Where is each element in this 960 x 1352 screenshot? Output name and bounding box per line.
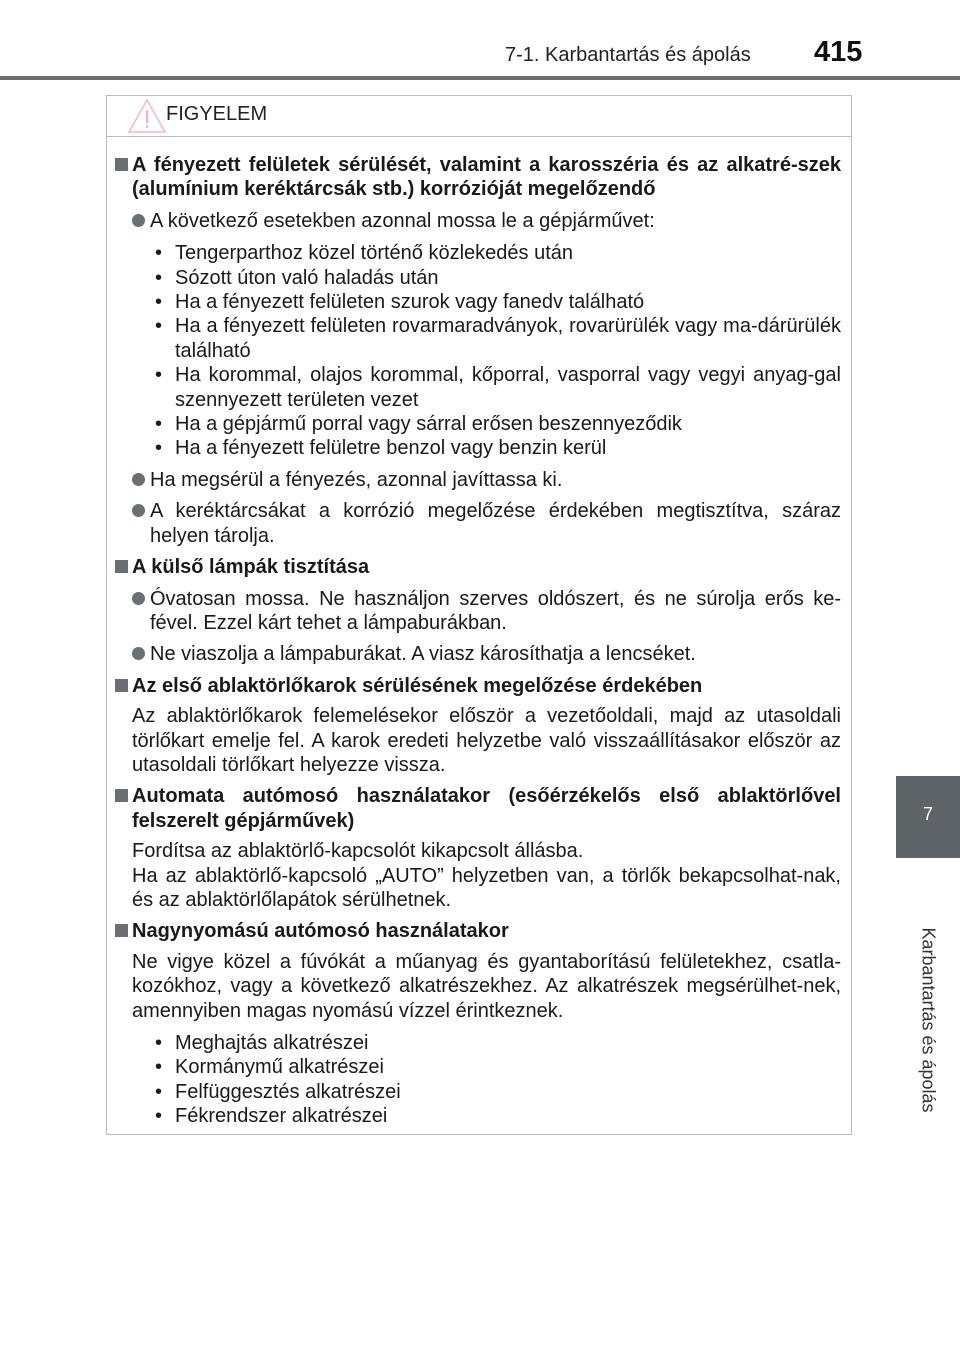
list-item: Ha megsérül a fényezés, azonnal javíttassa ki. xyxy=(132,468,841,492)
square-bullet-icon xyxy=(115,158,128,171)
section-title: A külső lámpák tisztítása xyxy=(132,556,370,579)
square-bullet-icon xyxy=(115,560,128,573)
section-lamp-cleaning xyxy=(115,555,841,667)
section-wiper-arms xyxy=(115,674,841,778)
section-text: Ne vigye közel a fúvókát a műanyag és gyantaborítású felületekhez, csatla-kozókhoz, vagy a következő alkatrészekhez. Az alkatrészek megsérülhet-nek, amennyiben magas nyomású vízzel érintkeznek. xyxy=(132,950,841,1022)
bullet-item: • Ha a gépjármű porral vagy sárral erősen beszennyeződik xyxy=(155,412,841,436)
chapter-label: Karbantartás és ápolás xyxy=(918,927,939,1113)
chapter-number: 7 xyxy=(922,804,933,824)
section-title: 7-1. Karbantartás és ápolás xyxy=(505,44,751,66)
section-paint-protection xyxy=(115,153,841,548)
section-automatic-carwash xyxy=(115,784,841,912)
section-text: Fordítsa az ablaktörlő-kapcsolót kikapcsolt állásba. Ha az ablaktörlő-kapcsoló „AUTO” helyzetben van, a törlők bekapcsolhat-nak, és az ablaktörlőlapátok sérülhetnek. xyxy=(132,840,841,911)
round-bullet-icon xyxy=(132,504,145,517)
round-bullet-icon xyxy=(132,592,145,605)
round-bullet-icon xyxy=(132,647,145,660)
bullet-item: • Ha korommal, olajos korommal, kőporral, vasporral vagy vegyi anyag-gal szennyezett területen vezet xyxy=(155,363,841,412)
warning-title: FIGYELEM xyxy=(166,103,268,125)
list-item: Ne viaszolja a lámpaburákat. A viasz károsíthatja a lencséket. xyxy=(132,642,841,666)
warning-box xyxy=(106,95,852,1135)
round-bullet-icon xyxy=(132,473,145,486)
page-number: 415 xyxy=(814,36,863,68)
bullet-item: • Ha a fényezett felületre benzol vagy benzin kerül xyxy=(155,436,841,460)
list-item: A következő esetekben azonnal mossa le a gépjárművet: xyxy=(132,209,841,233)
section-title: Automata autómosó használatakor (esőérzékelős első ablaktörlővel felszerelt gépjárművek) xyxy=(132,785,841,832)
bullet-list xyxy=(155,241,841,461)
list-item: Óvatosan mossa. Ne használjon szerves oldószert, és ne súrolja erős ke-fével. Ezzel kárt tehet a lámpaburákban. xyxy=(132,587,841,636)
round-bullet-icon xyxy=(132,214,145,227)
bullet-item: • Tengerparthoz közel történő közlekedés után xyxy=(155,241,841,265)
section-title: Nagynyomású autómosó használatakor xyxy=(132,920,509,943)
section-text: Az ablaktörlőkarok felemelésekor először a vezetőoldali, majd az utasoldali törlőkart emelje fel. A karok eredeti helyzetbe való visszaállításakor először az utasoldali törlőkart helyezze vissza. xyxy=(132,705,841,776)
header-divider xyxy=(0,76,960,80)
list-item: A keréktárcsákat a korrózió megelőzése érdekében megtisztítva, száraz helyen tárolja. xyxy=(132,499,841,548)
bullet-item: • Ha a fényezett felületen szurok vagy fanedv található xyxy=(155,290,841,314)
square-bullet-icon xyxy=(115,924,128,937)
bullet-item: • Fékrendszer alkatrészei xyxy=(155,1104,841,1128)
warning-triangle-icon xyxy=(127,98,167,134)
square-bullet-icon xyxy=(115,789,128,802)
square-bullet-icon xyxy=(115,679,128,692)
bullet-list xyxy=(155,1031,841,1129)
section-high-pressure-carwash xyxy=(115,919,841,1128)
section-title: A fényezett felületek sérülését, valamint a karosszéria és az alkatré-szek (alumínium keréktárcsák stb.) korrózióját megelőzendő xyxy=(132,154,841,201)
warning-body xyxy=(107,137,851,1129)
bullet-item: • Meghajtás alkatrészei xyxy=(155,1031,841,1055)
bullet-item: • Felfüggesztés alkatrészei xyxy=(155,1080,841,1104)
bullet-item: • Sózott úton való haladás után xyxy=(155,266,841,290)
chapter-tab xyxy=(896,776,960,858)
warning-header xyxy=(107,96,851,137)
section-title: Az első ablaktörlőkarok sérülésének megelőzése érdekében xyxy=(132,674,703,697)
bullet-item: • Ha a fényezett felületen rovarmaradványok, rovarürülék vagy ma-dárürülék található xyxy=(155,314,841,363)
bullet-item: • Kormánymű alkatrészei xyxy=(155,1055,841,1079)
